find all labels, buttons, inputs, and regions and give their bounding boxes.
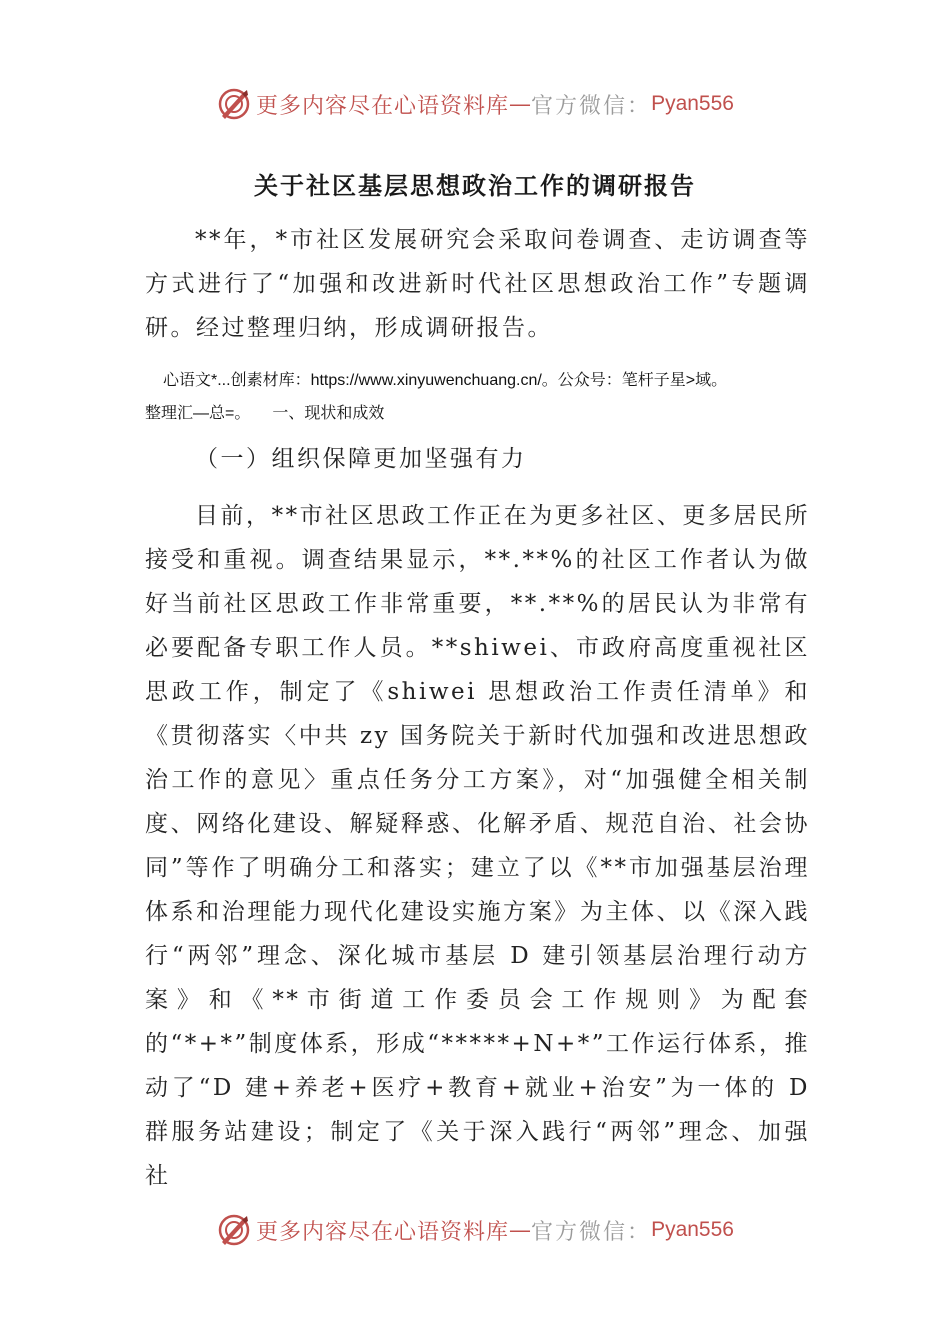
intro-paragraph — [145, 218, 810, 350]
main-paragraph-text: 目前，**市社区思政工作正在为更多社区、更多居民所接受和重视。调查结果显示，**.**%的社区工作者认为做好当前社区思政工作非常重要，**.**%的居民认为非常有必要配备专职工作人员。**shiwei、市政府高度重视社区思政工作，制定了《shiwei 思想政治工作责任清单》和《贯彻落实〈中共 zy 国务院关于新时代加强和改进思想政治工作的意见〉重点任务分工方案》，对“加强健全相关制度、网络化建设、解疑释惑、化解矛盾、规范自治、社会协同”等作了明确分工和落实；建立了以《**市加强基层治理体系和治理能力现代化建设实施方案》为主体、以《深入践行“两邻”理念、深化城市基层 D 建引领基层治理行动方案》和《**市街道工作委员会工作规则》为配套的“*+*”制度体系，形成“*****+N+*”工作运行体系，推动了“D 建+养老+医疗+教育+就业+治安”为一体的 D 群服务站建设；制定了《关于深入践行“两邻”理念、加强社 — [145, 503, 810, 1189]
intro-text: **年，*市社区发展研究会采取问卷调查、走访调查等方式进行了“加强和改进新时代社区思想政治工作”专题调研。经过整理归纳，形成调研报告。 — [145, 227, 810, 341]
footer-banner — [0, 1208, 950, 1252]
pen-logo-icon — [216, 86, 252, 122]
banner-dash: — — [509, 91, 532, 117]
banner-dash: — — [509, 1217, 532, 1243]
subsection-heading-1: （一）组织保障更加坚强有力 — [195, 446, 527, 472]
banner-main-text: 更多内容尽在心语资料库 — [256, 1219, 510, 1245]
main-paragraph — [145, 494, 810, 1198]
section-heading-1: 一、现状和成效 — [272, 405, 385, 422]
header-banner — [0, 82, 950, 126]
document-title: 关于社区基层思想政治工作的调研报告 — [254, 172, 696, 200]
banner-wechat-id: Pyan556 — [651, 92, 734, 115]
source-line-2: 整理汇—总=。 — [145, 405, 251, 422]
banner-contact-label: 官方微信： — [531, 1219, 652, 1245]
source-line-1: 心语文*...创素材库：https://www.xinyuwenchuang.cn/。公众号：笔杆子星>域。 — [163, 372, 728, 389]
banner-contact-label: 官方微信： — [531, 93, 652, 119]
banner-main-text: 更多内容尽在心语资料库 — [256, 93, 510, 119]
pen-logo-icon — [216, 1212, 252, 1248]
source-note — [145, 364, 810, 430]
banner-wechat-id: Pyan556 — [651, 1218, 734, 1241]
